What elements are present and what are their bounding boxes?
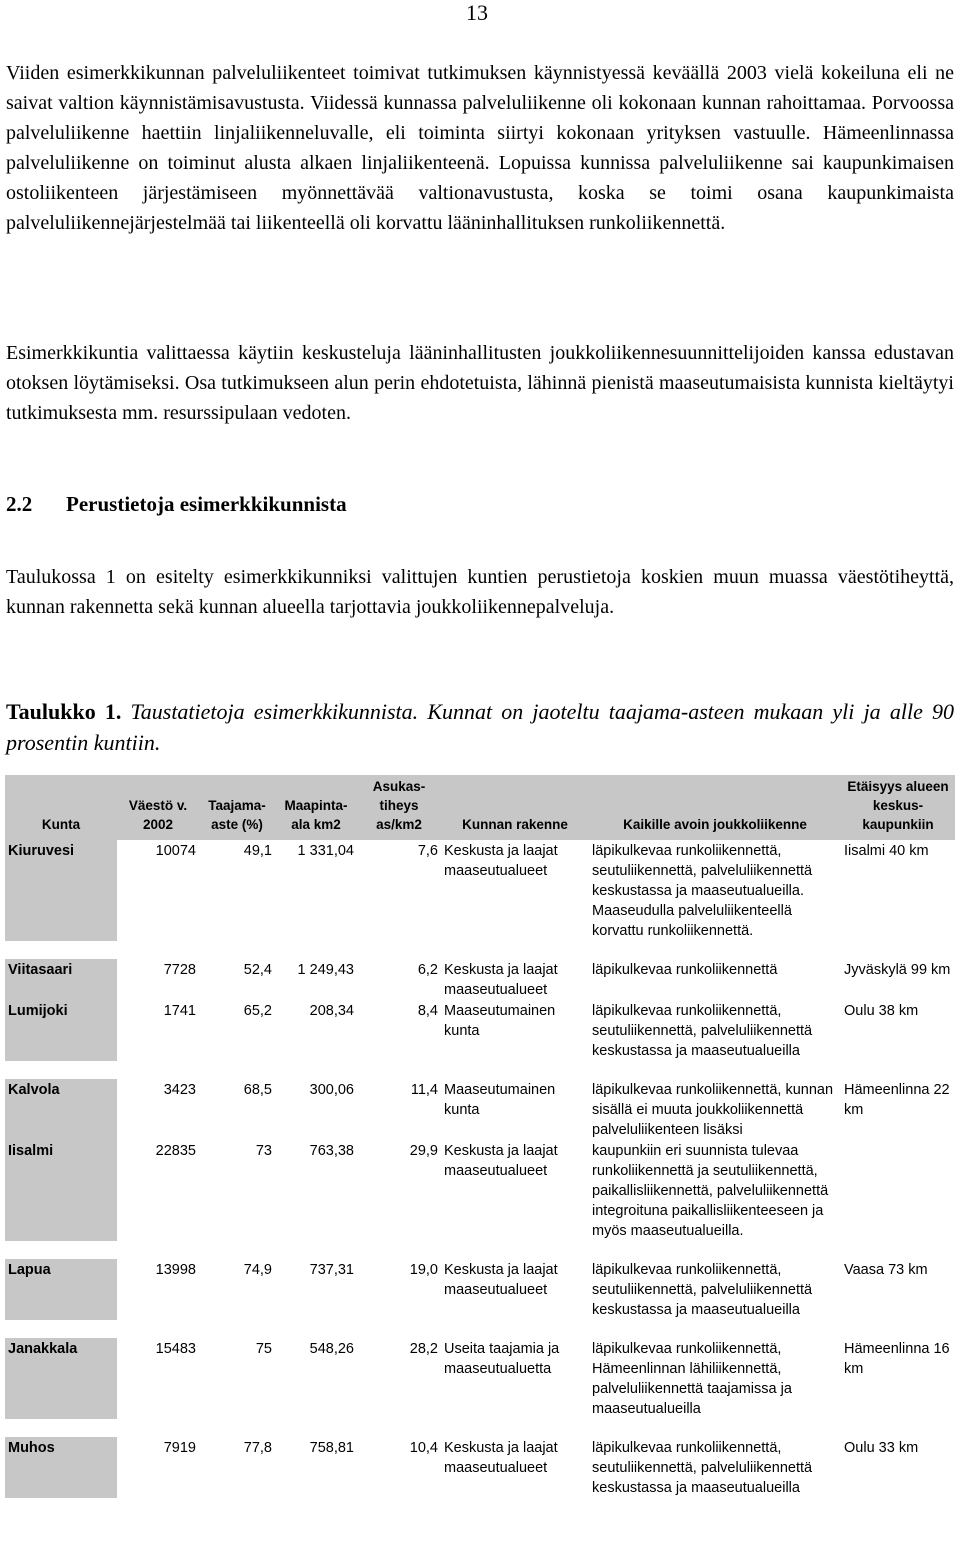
cell-maapinta: 300,06 <box>309 1082 354 1098</box>
cell-etaisyys: Oulu 38 km <box>844 1003 919 1019</box>
table-row <box>5 1338 955 1419</box>
header-kunnan-rakenne: Kunnan rakenne <box>441 775 589 840</box>
section-number: 2.2 <box>6 492 33 516</box>
cell-tiheys: 28,2 <box>409 1341 438 1357</box>
cell-rakenne: Keskusta ja laajat maaseutualueet <box>444 843 558 879</box>
table-row <box>5 1079 955 1140</box>
cell-kunta: Kiuruvesi <box>5 840 117 941</box>
cell-taajama: 77,8 <box>243 1440 272 1456</box>
cell-joukko: kaupunkiin eri suunnista tulevaa runkoliikennettä ja seutuliikennettä, paikallisliikennettä, palveluliikennettä integroituna paikallisliikenteeseen ja myös maaseutualueilla. <box>592 1143 829 1239</box>
cell-joukko: läpikulkevaa runkoliikennettä <box>592 962 778 978</box>
cell-kunta: Kalvola <box>5 1079 117 1140</box>
header-maapinta-ala: Maapinta-ala km2 <box>275 775 357 840</box>
cell-kunta: Viitasaari <box>5 959 117 1000</box>
cell-maapinta: 1 249,43 <box>297 962 354 978</box>
cell-maapinta: 763,38 <box>309 1143 354 1159</box>
cell-etaisyys: Iisalmi 40 km <box>844 843 929 859</box>
table-row <box>5 959 955 1000</box>
cell-vaesto: 10074 <box>155 843 196 859</box>
table-caption <box>6 696 954 758</box>
cell-tiheys: 11,4 <box>410 1082 438 1098</box>
cell-maapinta: 1 331,04 <box>297 843 354 859</box>
cell-tiheys: 6,2 <box>417 962 438 978</box>
cell-maapinta: 737,31 <box>309 1262 354 1278</box>
cell-kunta: Lapua <box>5 1259 117 1320</box>
cell-tiheys: 29,9 <box>409 1143 438 1159</box>
header-asukastiheys: Asukas-tiheys as/km2 <box>357 775 441 840</box>
table-row-gap <box>5 1061 955 1079</box>
cell-joukko: läpikulkevaa runkoliikennettä, seutuliikennettä, palveluliikennettä keskustassa ja maaseutualueilla <box>592 1003 813 1059</box>
cell-taajama: 75 <box>255 1341 272 1357</box>
row-gap <box>5 1241 955 1259</box>
cell-vaesto: 15483 <box>155 1341 196 1357</box>
table-row <box>5 1259 955 1320</box>
cell-vaesto: 7919 <box>163 1440 196 1456</box>
table-row-gap <box>5 1320 955 1338</box>
cell-etaisyys: Jyväskylä 99 km <box>844 962 951 978</box>
table-header-row <box>5 775 955 840</box>
header-etaisyys: Etäisyys alueen keskus-kaupunkiin <box>841 775 955 840</box>
header-taajama-aste: Taajama-aste (%) <box>199 775 275 840</box>
cell-taajama: 49,1 <box>243 843 272 859</box>
table-row-gap <box>5 941 955 959</box>
table-row <box>5 1000 955 1061</box>
cell-maapinta: 548,26 <box>309 1341 354 1357</box>
cell-taajama: 65,2 <box>243 1003 272 1019</box>
cell-joukko: läpikulkevaa runkoliikennettä, kunnan sisällä ei muuta joukkoliikennettä palveluliikenteen lisäksi <box>592 1082 834 1138</box>
cell-vaesto: 22835 <box>155 1143 196 1159</box>
cell-etaisyys: Hämeenlinna 22 km <box>844 1082 950 1118</box>
cell-joukko: läpikulkevaa runkoliikennettä, seutuliikennettä, palveluliikennettä keskustassa ja maaseutualueilla <box>592 1440 813 1496</box>
header-vaesto: Väestö v. 2002 <box>117 775 199 840</box>
cell-rakenne: Keskusta ja laajat maaseutualueet <box>444 1143 558 1179</box>
cell-vaesto: 13998 <box>155 1262 196 1278</box>
cell-joukko: läpikulkevaa runkoliikennettä, seutuliikennettä, palveluliikennettä keskustassa ja maaseutualueilla <box>592 1262 813 1318</box>
cell-etaisyys: Oulu 33 km <box>844 1440 919 1456</box>
row-gap <box>5 1320 955 1338</box>
cell-kunta: Muhos <box>5 1437 117 1498</box>
table-row <box>5 1140 955 1241</box>
table-caption-text: Taustatietoja esimerkkikunnista. Kunnat on jaoteltu taajama-asteen mukaan yli ja alle 90 prosentin kuntiin. <box>6 699 954 755</box>
cell-rakenne: Keskusta ja laajat maaseutualueet <box>444 1440 558 1476</box>
table-row-gap <box>5 1241 955 1259</box>
cell-tiheys: 7,6 <box>417 843 438 859</box>
row-gap <box>5 941 955 959</box>
cell-maapinta: 758,81 <box>309 1440 354 1456</box>
row-gap <box>5 1419 955 1437</box>
cell-taajama: 74,9 <box>243 1262 272 1278</box>
page-number: 13 <box>466 0 488 25</box>
cell-vaesto: 3423 <box>163 1082 196 1098</box>
paragraph-1: Viiden esimerkkikunnan palveluliikenteet toimivat tutkimuksen käynnistyessä keväällä 2003 vielä kokeiluna eli ne saivat valtion käynnistämisavustusta. Viidessä kunnassa palveluliikenne oli kokonaan kunnan rahoittamaa. Porvoossa palveluliikenne haettiin linjaliikenneluvalle, eli toiminta siirtyi kokonaan yrityksen vastuulle. Hämeenlinnassa palveluliikenne on toiminut alusta alkaen linjaliikenteenä. Lopuissa kunnissa palveluliikenne sai kaupunkimaisen ostoliikenteen järjestämiseen myönnettävää valtionavustusta, koska se toimi osana kaupunkimaista palveluliikennejärjestelmää tai liikenteellä oli korvattu lääninhallituksen runkoliikennettä. <box>6 62 954 234</box>
cell-etaisyys: Hämeenlinna 16 km <box>844 1341 950 1377</box>
section-heading <box>6 492 347 517</box>
cell-tiheys: 8,4 <box>417 1003 438 1019</box>
paragraph-2: Esimerkkikuntia valittaessa käytiin keskusteluja lääninhallitusten joukkoliikennesuunnittelijoiden kanssa edustavan otoksen löytämiseksi. Osa tutkimukseen alun perin ehdotetuista, lähinnä pienistä maaseutumaisista kunnista kieltäytyi tutkimuksesta mm. resurssipulaan vedoten. <box>6 342 954 424</box>
cell-taajama: 73 <box>255 1143 272 1159</box>
cell-kunta: Iisalmi <box>5 1140 117 1241</box>
cell-tiheys: 10,4 <box>409 1440 438 1456</box>
cell-rakenne: Maaseutumainen kunta <box>444 1082 556 1118</box>
cell-rakenne: Keskusta ja laajat maaseutualueet <box>444 1262 558 1298</box>
cell-joukko: läpikulkevaa runkoliikennettä, Hämeenlinnan lähiliikennettä, palveluliikennettä taajamissa ja maaseutualueilla <box>592 1341 792 1417</box>
row-gap <box>5 1061 955 1079</box>
cell-kunta: Lumijoki <box>5 1000 117 1061</box>
table-row <box>5 840 955 941</box>
cell-rakenne: Maaseutumainen kunta <box>444 1003 556 1039</box>
cell-rakenne: Useita taajamia ja maaseutualuetta <box>444 1341 560 1377</box>
section-title: Perustietoja esimerkkikunnista <box>66 492 347 516</box>
paragraph-3: Taulukossa 1 on esitelty esimerkkikunniksi valittujen kuntien perustietoja koskien muun muassa väestötiheyttä, kunnan rakennetta sekä kunnan alueella tarjottavia joukkoliikennepalveluja. <box>6 566 954 618</box>
table-row-gap <box>5 1419 955 1437</box>
cell-rakenne: Keskusta ja laajat maaseutualueet <box>444 962 558 998</box>
header-kunta: Kunta <box>5 775 117 840</box>
cell-taajama: 68,5 <box>243 1082 272 1098</box>
municipality-table <box>5 775 955 1545</box>
cell-etaisyys: Vaasa 73 km <box>844 1262 928 1278</box>
cell-joukko: läpikulkevaa runkoliikennettä, seutuliikennettä, palveluliikennettä keskustassa ja maaseutualueilla. Maaseudulla palveluliikenteellä korvattu runkoliikennettä. <box>592 843 813 939</box>
cell-vaesto: 7728 <box>163 962 196 978</box>
header-joukkoliikenne: Kaikille avoin joukkoliikenne <box>589 775 841 840</box>
cell-tiheys: 19,0 <box>409 1262 438 1278</box>
cell-kunta: Janakkala <box>5 1338 117 1419</box>
cell-etaisyys <box>841 1140 955 1241</box>
table-caption-label: Taulukko 1. <box>6 699 122 724</box>
cell-taajama: 52,4 <box>243 962 272 978</box>
table-row <box>5 1437 955 1498</box>
cell-vaesto: 1741 <box>163 1003 196 1019</box>
cell-maapinta: 208,34 <box>309 1003 354 1019</box>
